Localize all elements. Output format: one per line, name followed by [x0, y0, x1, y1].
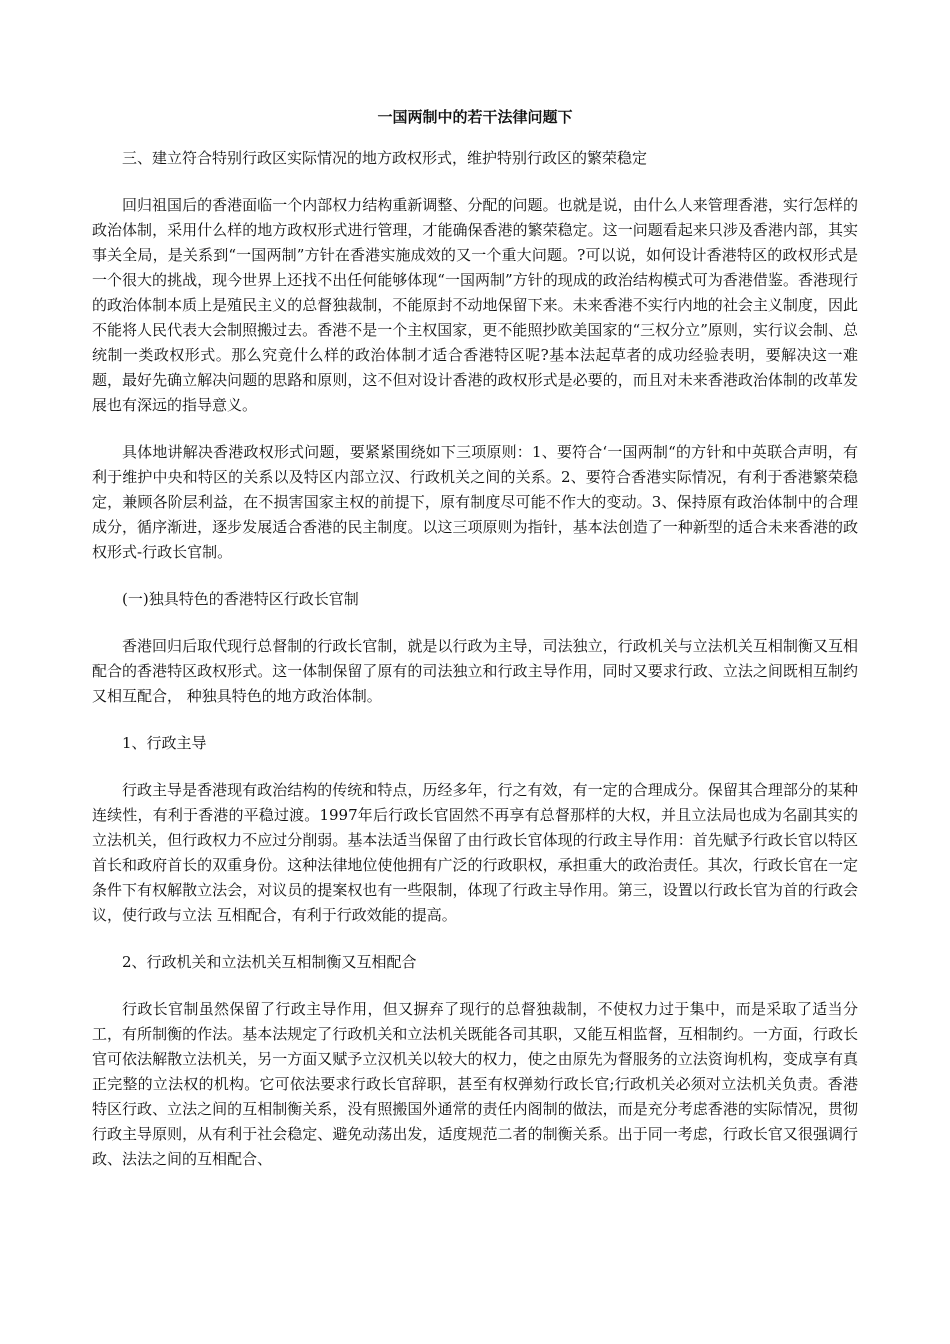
paragraph-4: 行政主导是香港现有政治结构的传统和特点，历经多年，行之有效，有一定的合理成分。保留其合理部分的某种连续性，有利于香港的平稳过渡。1997年后行政长官固然不再享有总督那样的大权，并且立法局也成为名副其实的立法机关，但行政权力不应过分削弱。基本法适当保留了由行政长官体现的行政主导作用：首先赋予行政长官以特区首长和政府首长的双重身份。这种法律地位使他拥有广泛的行政职权，承担重大的政治责任。其次，行政长官在一定条件下有权解散立法会，对议员的提案权也有一些限制，体现了行政主导作用。第三，设置以行政长官为首的行政会议，使行政与立法 互相配合，有利于行政效能的提高。	[92, 781, 858, 924]
paragraph-2: 具体地讲解决香港政权形式问题，要紧紧围绕如下三项原则：1、要符合‘一国两制“的方针和中英联合声明，有利于维护中央和特区的关系以及特区内部立汉、行政机关之间的关系。2、要符合香港实际情况，有利于香港繁荣稳定，兼顾各阶层利益，在不损害国家主权的前提下，原有制度尽可能不作大的变动。3、保持原有政治体制中的合理成分，循序渐进，逐步发展适合香港的民主制度。以这三项原则为指针，基本法创造了一种新型的适合未来香港的政权形式-行政长官制。	[92, 443, 858, 561]
subheading-checks-and-balances: 2、行政机关和立法机关互相制衡又互相配合	[122, 953, 417, 971]
subheading-executive-system: (一)独具特色的香港特区行政长官制	[122, 590, 359, 608]
document-title: 一国两制中的若干法律问题下	[377, 108, 573, 126]
paragraph-3: 香港回归后取代现行总督制的行政长官制，就是以行政为主导，司法独立，行政机关与立法机关互相制衡又互相配合的香港特区政权形式。这一体制保留了原有的司法独立和行政主导作用，同时又要求行政、立法之间既相互制约又相互配合， 种独具特色的地方政治体制。	[92, 637, 858, 705]
paragraph-5: 行政长官制虽然保留了行政主导作用，但又摒弃了现行的总督独裁制，不使权力过于集中，而是采取了适当分工，有所制衡的作法。基本法规定了行政机关和立法机关既能各司其职，又能互相监督，互相制约。一方面，行政长官可依法解散立法机关，另一方面又赋予立汉机关以较大的权力，使之由原先为督服务的立法资询机构，变成享有真正完整的立法权的机构。它可依法要求行政长官辞职，甚至有权弹劾行政长官;行政机关必须对立法机关负责。香港特区行政、立法之间的互相制衡关系，没有照搬国外通常的责任内阁制的做法，而是充分考虑香港的实际情况，贯彻行政主导原则，从有利于社会稳定、避免动荡出发，适度规范二者的制衡关系。出于同一考虑，行政长官又很强调行政、法法之间的互相配合、	[92, 1000, 858, 1168]
section-heading: 三、建立符合特别行政区实际情况的地方政权形式，维护特别行政区的繁荣稳定	[122, 149, 648, 167]
subheading-executive-led: 1、行政主导	[122, 734, 207, 752]
paragraph-1: 回归祖国后的香港面临一个内部权力结构重新调整、分配的问题。也就是说，由什么人来管理香港，实行怎样的政治体制，采用什么样的地方政权形式进行管理，才能确保香港的繁荣稳定。这一问题看起来只涉及香港内部，其实事关全局，是关系到“一国两制”方针在香港实施成效的又一个重大问题。?可以说，如何设计香港特区的政权形式是一个很大的挑战，现今世界上还找不出任何能够体现“一国两制”方针的现成的政治结构模式可为香港借鉴。香港现行的政治体制本质上是殖民主义的总督独裁制，不能原封不动地保留下来。未来香港不实行内地的社会主义制度，因此不能将人民代表大会制照搬过去。香港不是一个主权国家，更不能照抄欧美国家的“三权分立”原则，实行议会制、总统制一类政权形式。那么究竟什么样的政治体制才适合香港特区呢?基本法起草者的成功经验表明，要解决这一难题，最好先确立解决问题的思路和原则，这不但对设计香港的政权形式是必要的，而且对未来香港政治体制的改革发展也有深远的指导意义。	[92, 196, 858, 414]
